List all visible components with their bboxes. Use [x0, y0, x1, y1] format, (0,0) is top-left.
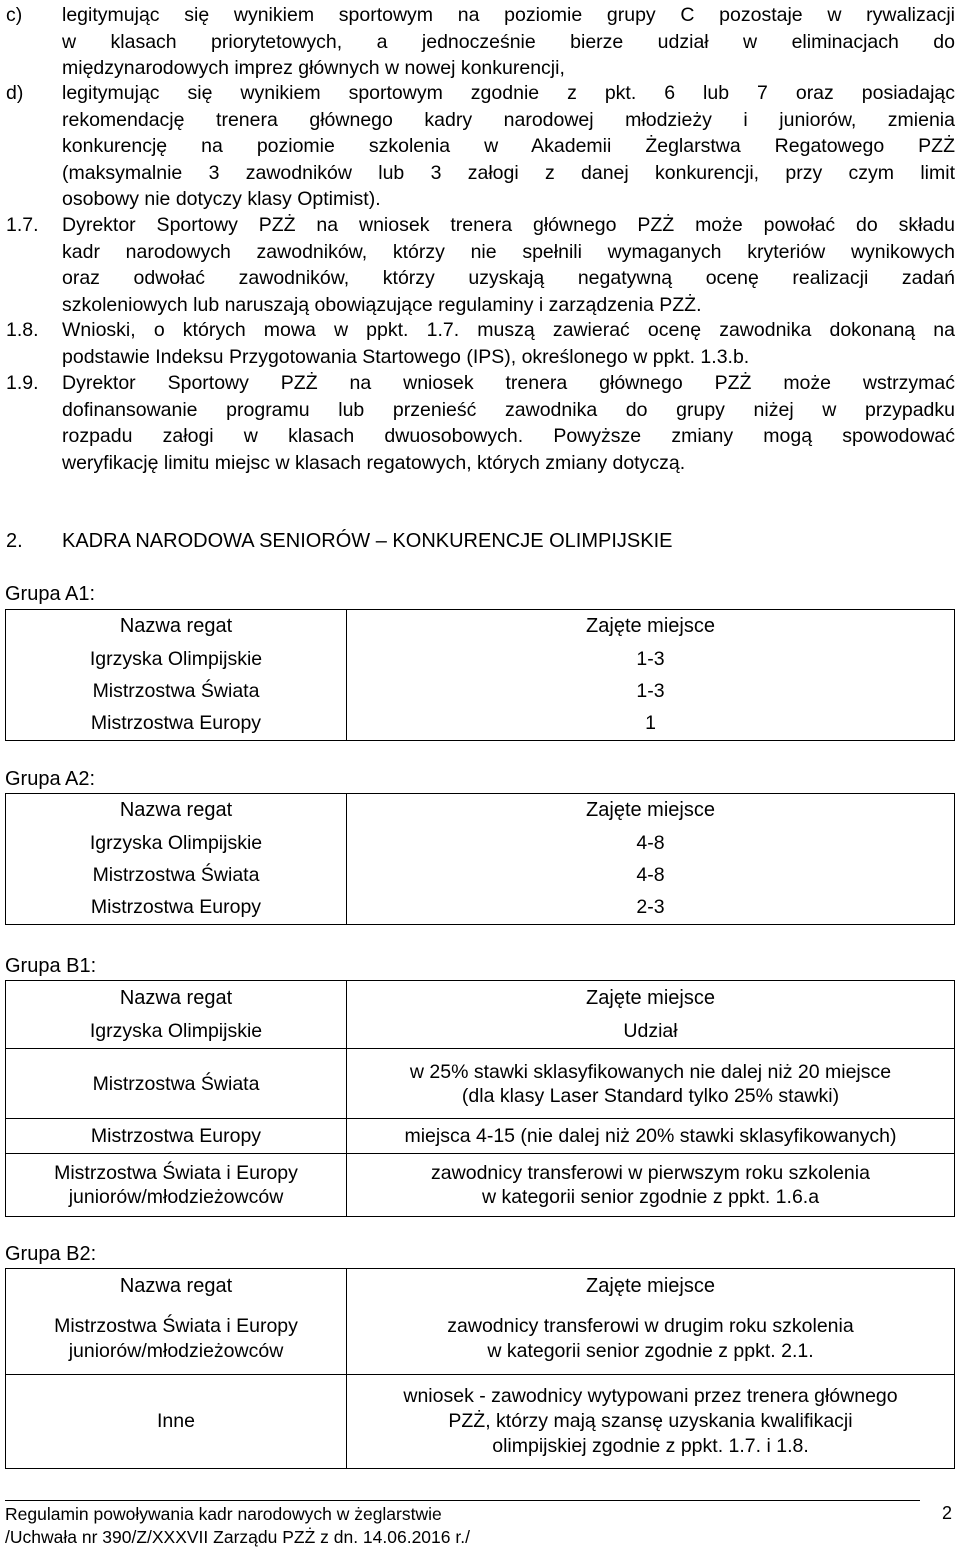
cell-line: Mistrzostwa Świata i Europy — [54, 1162, 298, 1184]
cell-line: Inne — [157, 1410, 195, 1432]
cell-line: PZŻ, którzy mają szansę uzyskania kwalifikacji — [448, 1410, 853, 1432]
text-line: konkurencję na poziomie szkolenia w Akademii Żeglarstwa Regatowego PZŻ — [62, 135, 955, 157]
cell-place: 1-3 — [347, 644, 955, 676]
header-col-name: Nazwa regat — [6, 794, 347, 828]
text-line: Dyrektor Sportowy PZŻ na wniosek trenera głównego PZŻ może powołać do składu — [62, 214, 955, 236]
text-line: Dyrektor Sportowy PZŻ na wniosek trenera głównego PZŻ może wstrzymać — [62, 372, 955, 394]
footer-resolution: /Uchwała nr 390/Z/XXXVII Zarządu PZŻ z dn. 14.06.2016 r./ — [5, 1527, 470, 1547]
paragraph-1-9 — [62, 370, 955, 476]
group-b2-title: Grupa B2: — [5, 1243, 97, 1265]
item-marker-d: d) — [6, 82, 24, 104]
paragraph-number-1-8: 1.8. — [6, 319, 39, 341]
header-col-place: Zajęte miejsce — [347, 610, 955, 644]
cell-event — [6, 1049, 347, 1119]
paragraph-1-7 — [62, 212, 955, 318]
table-row — [6, 676, 955, 708]
header-col-place: Zajęte miejsce — [347, 981, 955, 1015]
table-header-row — [6, 794, 955, 828]
cell-event — [6, 1119, 347, 1154]
cell-event: Mistrzostwa Europy — [6, 892, 347, 925]
group-a2-title: Grupa A2: — [5, 768, 96, 790]
cell-event — [6, 1305, 347, 1375]
table-row — [6, 860, 955, 892]
cell-place — [347, 1375, 955, 1469]
text-line: w klasach priorytetowych, a jednocześnie bierze udział w eliminacjach do — [62, 30, 955, 53]
text-line: (maksymalnie 3 zawodników lub 3 załogi z danej konkurencji, przy czym limit — [62, 161, 955, 184]
text-line: osobowy nie dotyczy klasy Optimist). — [62, 188, 381, 210]
text-line: weryfikację limitu miejsc w klasach regatowych, których zmiany dotyczą. — [62, 451, 686, 474]
cell-event: Mistrzostwa Europy — [6, 708, 347, 741]
section-number: 2. — [6, 530, 23, 552]
table-row — [6, 1305, 955, 1375]
table-row — [6, 892, 955, 925]
table-row — [6, 828, 955, 860]
cell-event: Igrzyska Olimpijskie — [6, 828, 347, 860]
cell-event — [6, 1154, 347, 1217]
item-d-text — [62, 80, 955, 213]
cell-event: Mistrzostwa Świata — [6, 860, 347, 892]
cell-place: 4-8 — [347, 828, 955, 860]
text-line: kadr narodowych zawodników, którzy nie spełnili wymaganych kryteriów wynikowych — [62, 240, 955, 263]
cell-line: w kategorii senior zgodnie z ppkt. 1.6.a — [481, 1186, 820, 1208]
header-col-name: Nazwa regat — [6, 610, 347, 644]
paragraph-1-8 — [62, 317, 955, 370]
footer-document-title: Regulamin powoływania kadr narodowych w żeglarstwie — [5, 1504, 442, 1524]
cell-line: juniorów/młodzieżowców — [68, 1340, 284, 1363]
cell-place — [347, 1119, 955, 1154]
section-title: KADRA NARODOWA SENIORÓW – KONKURENCJE OLIMPIJSKIE — [62, 530, 673, 552]
cell-line: wniosek - zawodnicy wytypowani przez trenera głównego — [403, 1385, 898, 1407]
group-b2-table — [5, 1268, 955, 1469]
text-line: szkoleniowych lub naruszają obowiązujące regulaminy i zarządzenia PZŻ. — [62, 293, 702, 316]
table-header-row — [6, 1269, 955, 1305]
cell-line: zawodnicy transferowi w drugim roku szkolenia — [447, 1315, 854, 1338]
paragraph-number-1-9: 1.9. — [6, 372, 39, 394]
cell-event: Mistrzostwa Świata — [6, 676, 347, 708]
item-marker-c: c) — [6, 4, 23, 26]
cell-line: w kategorii senior zgodnie z ppkt. 2.1. — [487, 1340, 814, 1363]
item-c-text — [62, 2, 955, 82]
cell-line: w 25% stawki sklasyfikowanych nie dalej niż 20 miejsce — [409, 1060, 892, 1083]
cell-place — [347, 1015, 955, 1049]
cell-event — [6, 1015, 347, 1049]
table-row — [6, 708, 955, 741]
cell-place: 4-8 — [347, 860, 955, 892]
cell-line: zawodnicy transferowi w pierwszym roku szkolenia — [431, 1162, 870, 1184]
table-row — [6, 1015, 955, 1049]
text-line: legitymując się wynikiem sportowym zgodnie z pkt. 6 lub 7 oraz posiadając — [62, 82, 955, 104]
header-col-name: Nazwa regat — [6, 1269, 347, 1305]
cell-line: Mistrzostwa Europy — [90, 1125, 262, 1147]
table-row — [6, 644, 955, 676]
header-col-place: Zajęte miejsce — [347, 794, 955, 828]
text-line: dofinansowanie programu lub przenieść zawodnika do grupy niżej w przypadku — [62, 398, 955, 421]
footer-divider — [5, 1500, 920, 1501]
group-b1-title: Grupa B1: — [5, 955, 97, 977]
cell-place: 1 — [347, 708, 955, 741]
page-number: 2 — [941, 1503, 952, 1523]
text-line: rozpadu załogi w klasach dwuosobowych. Powyższe zmiany mogą spowodować — [62, 425, 955, 447]
group-a1-table — [5, 609, 955, 741]
table-row — [6, 1154, 955, 1217]
text-line: Wnioski, o których mowa w ppkt. 1.7. muszą zawierać ocenę zawodnika dokonaną na — [62, 319, 955, 341]
cell-place — [347, 1154, 955, 1217]
group-b1-table — [5, 980, 955, 1217]
text-line: rekomendację trenera głównego kadry narodowej młodzieży i juniorów, zmienia — [62, 108, 955, 131]
cell-line: Udział — [623, 1020, 678, 1043]
text-line: oraz odwołać zawodników, którzy uzyskają negatywną ocenę realizacji zadań — [62, 267, 955, 289]
table-row — [6, 1049, 955, 1119]
cell-line: olimpijskiej zgodnie z ppkt. 1.7. i 1.8. — [492, 1435, 809, 1457]
group-a1-title: Grupa A1: — [5, 583, 96, 605]
table-row — [6, 1375, 955, 1469]
cell-event: Igrzyska Olimpijskie — [6, 644, 347, 676]
table-row — [6, 1119, 955, 1154]
cell-line: juniorów/młodzieżowców — [68, 1186, 284, 1208]
cell-line: Mistrzostwa Świata — [92, 1072, 260, 1095]
cell-line: miejsca 4-15 (nie dalej niż 20% stawki sklasyfikowanych) — [404, 1125, 897, 1147]
cell-place: 1-3 — [347, 676, 955, 708]
cell-line: Mistrzostwa Świata i Europy — [54, 1315, 298, 1338]
cell-event — [6, 1375, 347, 1469]
group-a2-table — [5, 793, 955, 925]
cell-line: Igrzyska Olimpijskie — [89, 1020, 263, 1043]
cell-place — [347, 1305, 955, 1375]
cell-place: 2-3 — [347, 892, 955, 925]
text-line: podstawie Indeksu Przygotowania Startowego (IPS), określonego w ppkt. 1.3.b. — [62, 345, 750, 368]
paragraph-number-1-7: 1.7. — [6, 214, 39, 236]
text-line: międzynarodowych imprez głównych w nowej konkurencji, — [62, 57, 565, 79]
table-header-row — [6, 981, 955, 1015]
cell-place — [347, 1049, 955, 1119]
header-col-name: Nazwa regat — [6, 981, 347, 1015]
text-line: legitymując się wynikiem sportowym na poziomie grupy C pozostaje w rywalizacji — [62, 4, 955, 26]
header-col-place: Zajęte miejsce — [347, 1269, 955, 1305]
cell-line: (dla klasy Laser Standard tylko 25% stawki) — [461, 1084, 840, 1107]
table-header-row — [6, 610, 955, 644]
